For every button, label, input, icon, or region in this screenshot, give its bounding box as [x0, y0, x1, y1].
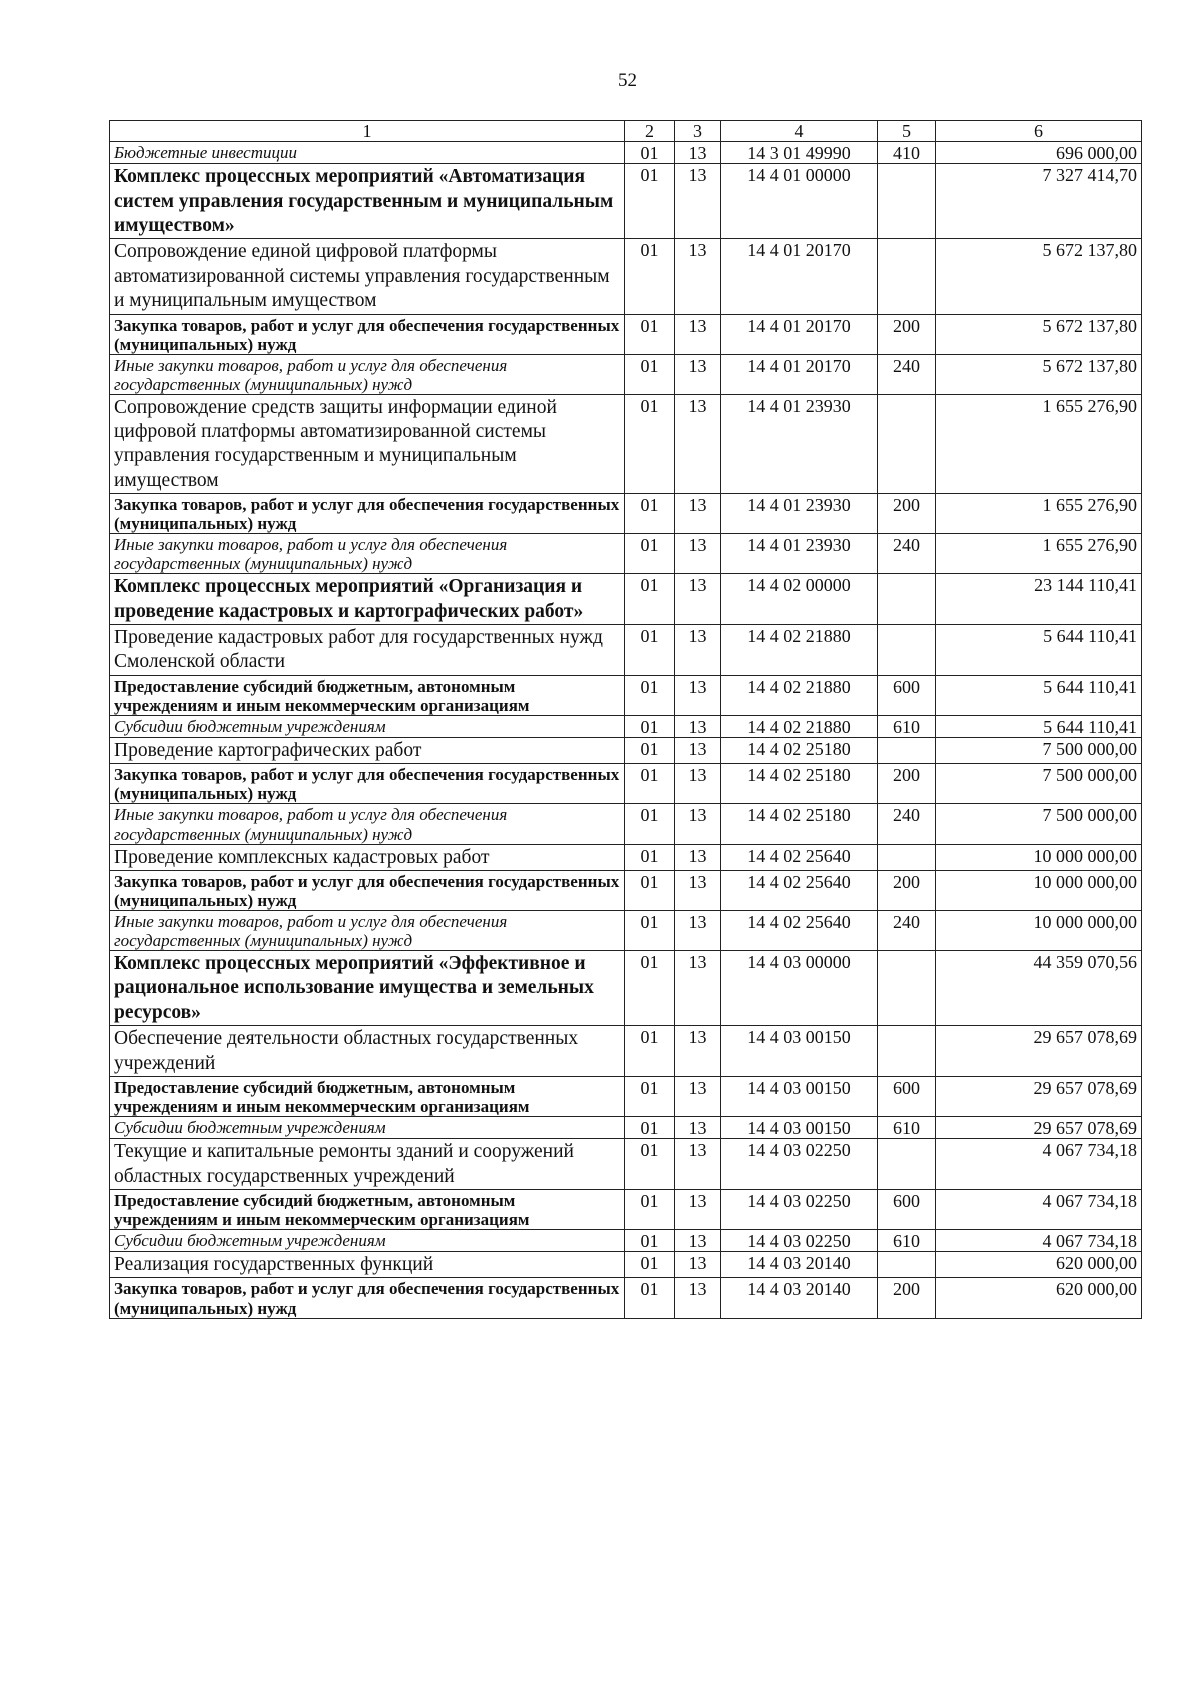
- row-target-code-cell: 14 4 01 00000: [721, 164, 878, 239]
- row-section-cell: 01: [625, 844, 675, 870]
- row-target-code-cell: 14 4 02 25180: [721, 804, 878, 844]
- row-section-cell: 01: [625, 1139, 675, 1190]
- row-target-code-cell: 14 4 03 02250: [721, 1139, 878, 1190]
- table-row: [110, 239, 1142, 314]
- row-expense-type-cell: [878, 239, 936, 314]
- row-name-cell: Иные закупки товаров, работ и услуг для обеспечения государственных (муниципальных) нужд: [110, 534, 625, 574]
- row-target-code-cell: 14 4 02 25640: [721, 910, 878, 950]
- row-target-code-cell: 14 4 02 21880: [721, 715, 878, 737]
- row-name-cell: Иные закупки товаров, работ и услуг для обеспечения государственных (муниципальных) нужд: [110, 910, 625, 950]
- row-amount-cell: 1 655 276,90: [936, 534, 1142, 574]
- table-row: [110, 910, 1142, 950]
- column-header: 3: [675, 121, 721, 142]
- row-target-code-cell: 14 4 02 21880: [721, 675, 878, 715]
- row-section-cell: 01: [625, 910, 675, 950]
- row-name-cell: Сопровождение средств защиты информации единой цифровой платформы автоматизированной системы управления государственным и муниципальным имуществом: [110, 394, 625, 494]
- row-expense-type-cell: 200: [878, 764, 936, 804]
- table-row: [110, 870, 1142, 910]
- row-section-cell: 01: [625, 738, 675, 764]
- table-row: [110, 844, 1142, 870]
- table-row: [110, 625, 1142, 676]
- row-amount-cell: 620 000,00: [936, 1278, 1142, 1318]
- row-target-code-cell: 14 4 01 20170: [721, 354, 878, 394]
- row-subsection-cell: 13: [675, 844, 721, 870]
- row-section-cell: 01: [625, 142, 675, 164]
- row-subsection-cell: 13: [675, 951, 721, 1026]
- row-expense-type-cell: 240: [878, 354, 936, 394]
- table-row: [110, 738, 1142, 764]
- row-name-cell: Предоставление субсидий бюджетным, автономным учреждениям и иным некоммерческим организациям: [110, 1076, 625, 1116]
- row-name-cell: Закупка товаров, работ и услуг для обеспечения государственных (муниципальных) нужд: [110, 764, 625, 804]
- table-row: [110, 804, 1142, 844]
- row-target-code-cell: 14 4 01 23930: [721, 494, 878, 534]
- row-section-cell: 01: [625, 314, 675, 354]
- row-subsection-cell: 13: [675, 1189, 721, 1229]
- row-amount-cell: 44 359 070,56: [936, 951, 1142, 1026]
- row-expense-type-cell: 200: [878, 314, 936, 354]
- row-section-cell: 01: [625, 1229, 675, 1251]
- row-name-cell: Субсидии бюджетным учреждениям: [110, 1116, 625, 1138]
- row-subsection-cell: 13: [675, 870, 721, 910]
- row-name-cell: Проведение комплексных кадастровых работ: [110, 844, 625, 870]
- table-row: [110, 1076, 1142, 1116]
- row-target-code-cell: 14 4 02 25640: [721, 870, 878, 910]
- row-name-cell: Субсидии бюджетным учреждениям: [110, 1229, 625, 1251]
- row-expense-type-cell: 610: [878, 715, 936, 737]
- column-header: 4: [721, 121, 878, 142]
- row-expense-type-cell: 600: [878, 1076, 936, 1116]
- row-section-cell: 01: [625, 1116, 675, 1138]
- row-section-cell: 01: [625, 625, 675, 676]
- row-amount-cell: 23 144 110,41: [936, 574, 1142, 625]
- row-subsection-cell: 13: [675, 574, 721, 625]
- row-section-cell: 01: [625, 1026, 675, 1077]
- row-section-cell: 01: [625, 494, 675, 534]
- row-target-code-cell: 14 4 03 20140: [721, 1252, 878, 1278]
- row-subsection-cell: 13: [675, 354, 721, 394]
- row-amount-cell: 10 000 000,00: [936, 844, 1142, 870]
- table-row: [110, 164, 1142, 239]
- row-target-code-cell: 14 4 02 25640: [721, 844, 878, 870]
- row-section-cell: 01: [625, 534, 675, 574]
- column-header: 1: [110, 121, 625, 142]
- row-expense-type-cell: 240: [878, 910, 936, 950]
- row-expense-type-cell: 610: [878, 1116, 936, 1138]
- row-amount-cell: 29 657 078,69: [936, 1116, 1142, 1138]
- row-amount-cell: 7 500 000,00: [936, 738, 1142, 764]
- row-target-code-cell: 14 4 03 20140: [721, 1278, 878, 1318]
- row-section-cell: 01: [625, 1189, 675, 1229]
- row-amount-cell: 696 000,00: [936, 142, 1142, 164]
- table-row: [110, 1139, 1142, 1190]
- row-expense-type-cell: [878, 1139, 936, 1190]
- row-subsection-cell: 13: [675, 1229, 721, 1251]
- row-subsection-cell: 13: [675, 625, 721, 676]
- row-target-code-cell: 14 4 03 02250: [721, 1189, 878, 1229]
- row-section-cell: 01: [625, 239, 675, 314]
- table-row: [110, 1026, 1142, 1077]
- table-body: [110, 142, 1142, 1318]
- row-expense-type-cell: [878, 574, 936, 625]
- row-subsection-cell: 13: [675, 394, 721, 494]
- row-expense-type-cell: 200: [878, 1278, 936, 1318]
- table-row: [110, 534, 1142, 574]
- table-header-row: [110, 121, 1142, 142]
- row-section-cell: 01: [625, 1252, 675, 1278]
- row-expense-type-cell: [878, 1252, 936, 1278]
- row-amount-cell: 5 672 137,80: [936, 354, 1142, 394]
- row-expense-type-cell: [878, 625, 936, 676]
- row-expense-type-cell: 240: [878, 804, 936, 844]
- row-section-cell: 01: [625, 675, 675, 715]
- row-amount-cell: 5 672 137,80: [936, 239, 1142, 314]
- row-target-code-cell: 14 4 01 23930: [721, 534, 878, 574]
- table-row: [110, 1229, 1142, 1251]
- row-amount-cell: 10 000 000,00: [936, 910, 1142, 950]
- row-amount-cell: 5 644 110,41: [936, 675, 1142, 715]
- table-row: [110, 675, 1142, 715]
- row-name-cell: Реализация государственных функций: [110, 1252, 625, 1278]
- row-amount-cell: 29 657 078,69: [936, 1076, 1142, 1116]
- row-subsection-cell: 13: [675, 675, 721, 715]
- row-expense-type-cell: 200: [878, 494, 936, 534]
- row-subsection-cell: 13: [675, 804, 721, 844]
- row-amount-cell: 7 327 414,70: [936, 164, 1142, 239]
- row-name-cell: Предоставление субсидий бюджетным, автономным учреждениям и иным некоммерческим организациям: [110, 675, 625, 715]
- row-name-cell: Закупка товаров, работ и услуг для обеспечения государственных (муниципальных) нужд: [110, 870, 625, 910]
- row-subsection-cell: 13: [675, 715, 721, 737]
- row-expense-type-cell: [878, 951, 936, 1026]
- row-name-cell: Субсидии бюджетным учреждениям: [110, 715, 625, 737]
- row-expense-type-cell: 600: [878, 1189, 936, 1229]
- row-amount-cell: 7 500 000,00: [936, 764, 1142, 804]
- row-amount-cell: 29 657 078,69: [936, 1026, 1142, 1077]
- row-subsection-cell: 13: [675, 494, 721, 534]
- row-amount-cell: 10 000 000,00: [936, 870, 1142, 910]
- row-section-cell: 01: [625, 1076, 675, 1116]
- row-name-cell: Иные закупки товаров, работ и услуг для обеспечения государственных (муниципальных) нужд: [110, 354, 625, 394]
- row-subsection-cell: 13: [675, 738, 721, 764]
- row-name-cell: Закупка товаров, работ и услуг для обеспечения государственных (муниципальных) нужд: [110, 494, 625, 534]
- row-name-cell: Проведение картографических работ: [110, 738, 625, 764]
- row-expense-type-cell: [878, 738, 936, 764]
- row-expense-type-cell: 200: [878, 870, 936, 910]
- row-target-code-cell: 14 4 03 00150: [721, 1026, 878, 1077]
- table-row: [110, 142, 1142, 164]
- row-amount-cell: 5 644 110,41: [936, 715, 1142, 737]
- row-subsection-cell: 13: [675, 910, 721, 950]
- row-subsection-cell: 13: [675, 314, 721, 354]
- row-subsection-cell: 13: [675, 164, 721, 239]
- row-amount-cell: 4 067 734,18: [936, 1189, 1142, 1229]
- table-row: [110, 354, 1142, 394]
- row-subsection-cell: 13: [675, 1076, 721, 1116]
- row-subsection-cell: 13: [675, 764, 721, 804]
- row-expense-type-cell: 600: [878, 675, 936, 715]
- table-row: [110, 1116, 1142, 1138]
- row-subsection-cell: 13: [675, 142, 721, 164]
- row-section-cell: 01: [625, 870, 675, 910]
- row-subsection-cell: 13: [675, 1139, 721, 1190]
- row-name-cell: Сопровождение единой цифровой платформы автоматизированной системы управления государственным и муниципальным имуществом: [110, 239, 625, 314]
- column-header: 5: [878, 121, 936, 142]
- row-target-code-cell: 14 3 01 49990: [721, 142, 878, 164]
- row-expense-type-cell: [878, 844, 936, 870]
- row-amount-cell: 1 655 276,90: [936, 394, 1142, 494]
- row-name-cell: Бюджетные инвестиции: [110, 142, 625, 164]
- row-section-cell: 01: [625, 804, 675, 844]
- row-expense-type-cell: 410: [878, 142, 936, 164]
- row-name-cell: Комплекс процессных мероприятий «Автоматизация систем управления государственным и муниципальным имуществом»: [110, 164, 625, 239]
- table-row: [110, 494, 1142, 534]
- column-header: 2: [625, 121, 675, 142]
- row-target-code-cell: 14 4 01 20170: [721, 314, 878, 354]
- table-row: [110, 1189, 1142, 1229]
- row-amount-cell: 5 644 110,41: [936, 625, 1142, 676]
- row-subsection-cell: 13: [675, 1116, 721, 1138]
- row-subsection-cell: 13: [675, 1278, 721, 1318]
- row-target-code-cell: 14 4 03 02250: [721, 1229, 878, 1251]
- row-section-cell: 01: [625, 764, 675, 804]
- row-expense-type-cell: 240: [878, 534, 936, 574]
- row-subsection-cell: 13: [675, 1026, 721, 1077]
- row-target-code-cell: 14 4 01 23930: [721, 394, 878, 494]
- row-name-cell: Закупка товаров, работ и услуг для обеспечения государственных (муниципальных) нужд: [110, 1278, 625, 1318]
- row-target-code-cell: 14 4 03 00150: [721, 1116, 878, 1138]
- row-amount-cell: 7 500 000,00: [936, 804, 1142, 844]
- row-amount-cell: 4 067 734,18: [936, 1229, 1142, 1251]
- row-target-code-cell: 14 4 02 25180: [721, 764, 878, 804]
- row-target-code-cell: 14 4 02 21880: [721, 625, 878, 676]
- row-name-cell: Предоставление субсидий бюджетным, автономным учреждениям и иным некоммерческим организациям: [110, 1189, 625, 1229]
- row-target-code-cell: 14 4 03 00000: [721, 951, 878, 1026]
- row-expense-type-cell: [878, 1026, 936, 1077]
- row-subsection-cell: 13: [675, 239, 721, 314]
- row-target-code-cell: 14 4 03 00150: [721, 1076, 878, 1116]
- table-row: [110, 764, 1142, 804]
- budget-table: [109, 120, 1142, 1319]
- row-subsection-cell: 13: [675, 534, 721, 574]
- row-amount-cell: 1 655 276,90: [936, 494, 1142, 534]
- row-section-cell: 01: [625, 354, 675, 394]
- row-section-cell: 01: [625, 164, 675, 239]
- table-row: [110, 314, 1142, 354]
- row-name-cell: Комплекс процессных мероприятий «Эффективное и рациональное использование имущества и земельных ресурсов»: [110, 951, 625, 1026]
- row-section-cell: 01: [625, 951, 675, 1026]
- row-name-cell: Проведение кадастровых работ для государственных нужд Смоленской области: [110, 625, 625, 676]
- row-name-cell: Закупка товаров, работ и услуг для обеспечения государственных (муниципальных) нужд: [110, 314, 625, 354]
- row-target-code-cell: 14 4 02 00000: [721, 574, 878, 625]
- column-header: 6: [936, 121, 1142, 142]
- table-row: [110, 951, 1142, 1026]
- row-name-cell: Комплекс процессных мероприятий «Организация и проведение кадастровых и картографических работ»: [110, 574, 625, 625]
- row-expense-type-cell: 610: [878, 1229, 936, 1251]
- row-name-cell: Иные закупки товаров, работ и услуг для обеспечения государственных (муниципальных) нужд: [110, 804, 625, 844]
- table-row: [110, 1252, 1142, 1278]
- table-row: [110, 394, 1142, 494]
- row-subsection-cell: 13: [675, 1252, 721, 1278]
- table-row: [110, 1278, 1142, 1318]
- row-target-code-cell: 14 4 01 20170: [721, 239, 878, 314]
- row-name-cell: Обеспечение деятельности областных государственных учреждений: [110, 1026, 625, 1077]
- row-name-cell: Текущие и капитальные ремонты зданий и сооружений областных государственных учреждений: [110, 1139, 625, 1190]
- row-amount-cell: 5 672 137,80: [936, 314, 1142, 354]
- row-section-cell: 01: [625, 715, 675, 737]
- table-row: [110, 715, 1142, 737]
- page-number: 52: [618, 70, 637, 91]
- row-section-cell: 01: [625, 394, 675, 494]
- row-section-cell: 01: [625, 574, 675, 625]
- row-expense-type-cell: [878, 164, 936, 239]
- row-section-cell: 01: [625, 1278, 675, 1318]
- table-row: [110, 574, 1142, 625]
- row-amount-cell: 4 067 734,18: [936, 1139, 1142, 1190]
- row-amount-cell: 620 000,00: [936, 1252, 1142, 1278]
- row-target-code-cell: 14 4 02 25180: [721, 738, 878, 764]
- row-expense-type-cell: [878, 394, 936, 494]
